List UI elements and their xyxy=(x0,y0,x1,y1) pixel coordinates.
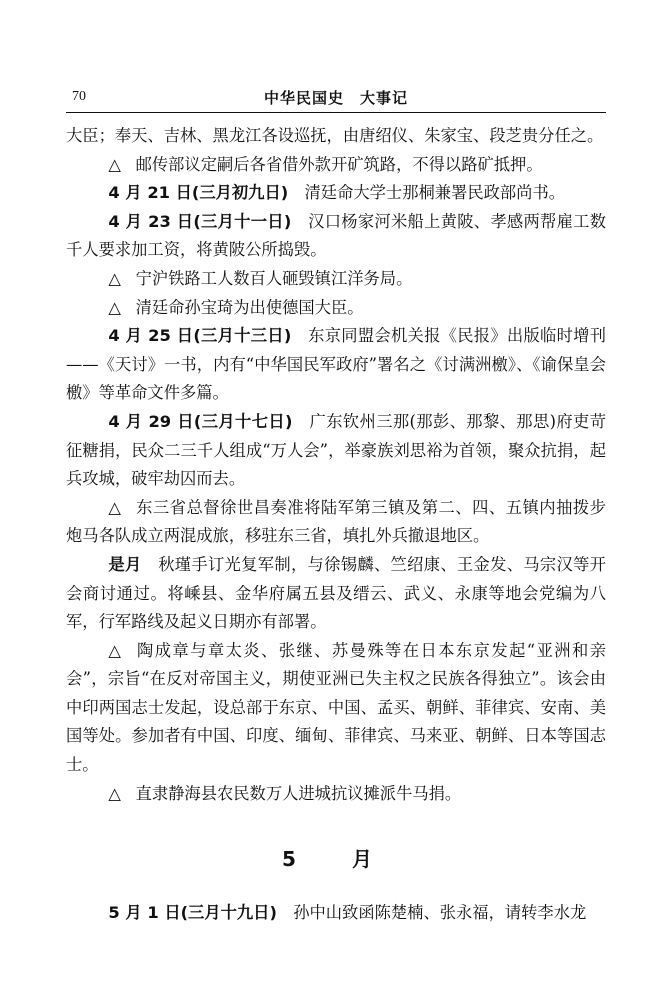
entry-continuation: 大臣；奉天、吉林、黑龙江各设巡抚，由唐绍仪、朱家宝、段芝贵分任之。 xyxy=(66,126,604,145)
triangle-marker: △ xyxy=(108,154,121,174)
entry-date: 是月 xyxy=(108,554,142,574)
dated-entry: 4 月 25 日(三月十三日) 东京同盟会机关报《民报》出版临时增刊——《天讨》一书，内有“中华国民军政府”署名之《讨满洲檄》、《谕保皇会檄》等革命文件多篇。 xyxy=(66,326,606,403)
entry: △ 邮传部议定嗣后各省借外款开矿筑路，不得以路矿抵押。 xyxy=(108,154,543,174)
entry: △ 清廷命孙宝琦为出使德国大臣。 xyxy=(108,297,364,317)
entry: △ 宁沪铁路工人数百人砸毁镇江洋务局。 xyxy=(108,268,413,288)
section-heading: 5 月 xyxy=(282,847,390,871)
triangle-marker: △ xyxy=(108,268,121,288)
entry: △ 直隶静海县农民数万人进城抗议摊派牛马捐。 xyxy=(108,783,462,803)
dated-entry: 5 月 1 日(三月十九日) 孙中山致函陈楚楠、张永福，请转李水龙 xyxy=(108,903,587,922)
triangle-marker: △ xyxy=(108,783,121,803)
triangle-marker: △ xyxy=(108,297,121,317)
dated-entry: 是月 秋瑾手订光复军制，与徐锡麟、竺绍康、王金发、马宗汉等开会商讨通过。将嵊县、金华府属五县及缙云、武义、永康等地会党编为八军，行军路线及起义日期亦有部署。 xyxy=(66,554,606,632)
entry: △ 东三省总督徐世昌奏准将陆军第三镇及第二、四、五镇内抽拨步炮马各队成立两混成旅，移驻东三省，填扎外兵撤退地区。 xyxy=(66,497,606,546)
triangle-marker: △ xyxy=(108,640,123,660)
page-number: 70 xyxy=(72,89,86,104)
entry-date: 4 月 29 日(三月十七日) xyxy=(108,411,293,431)
running-title: 中华民国史 大事记 xyxy=(263,89,408,107)
dated-entry: 4 月 29 日(三月十七日) 广东钦州三那(那彭、那黎、那思)府吏苛征糖捐，民众二三千人组成“万人会”，举豪族刘思裕为首领，聚众抗捐，起兵攻城，破牢劫囚而去。 xyxy=(66,411,606,489)
dated-entry: 4 月 21 日(三月初九日) 清廷命大学士那桐兼署民政部尚书。 xyxy=(108,183,566,203)
entry-date: 5 月 1 日(三月十九日) xyxy=(108,903,277,922)
entries-body xyxy=(66,122,606,808)
entry-date: 4 月 23 日(三月十一日) xyxy=(108,211,292,231)
dated-entry: 4 月 23 日(三月十一日) 汉口杨家河米船上黄陂、孝感两帮雇工数千人要求加工资，将黄陂公所捣毁。 xyxy=(66,211,606,260)
entry-date: 4 月 21 日(三月初九日) xyxy=(108,183,289,203)
entry-date: 4 月 25 日(三月十三日) xyxy=(108,326,292,346)
triangle-marker: △ xyxy=(108,497,122,517)
running-header xyxy=(66,86,606,113)
section-entries xyxy=(66,899,606,928)
entry: △ 陶成章与章太炎、张继、苏曼殊等在日本东京发起“亚洲和亲会”，宗旨“在反对帝国主义，期使亚洲已失主权之民族各得独立”。该会由中印两国志士发起，设总部于东京、中国、孟买、朝鲜、菲律宾、安南、美国等处。参加者有中国、印度、缅甸、菲律宾、马来亚、朝鲜、日本等国志士。 xyxy=(66,640,606,775)
